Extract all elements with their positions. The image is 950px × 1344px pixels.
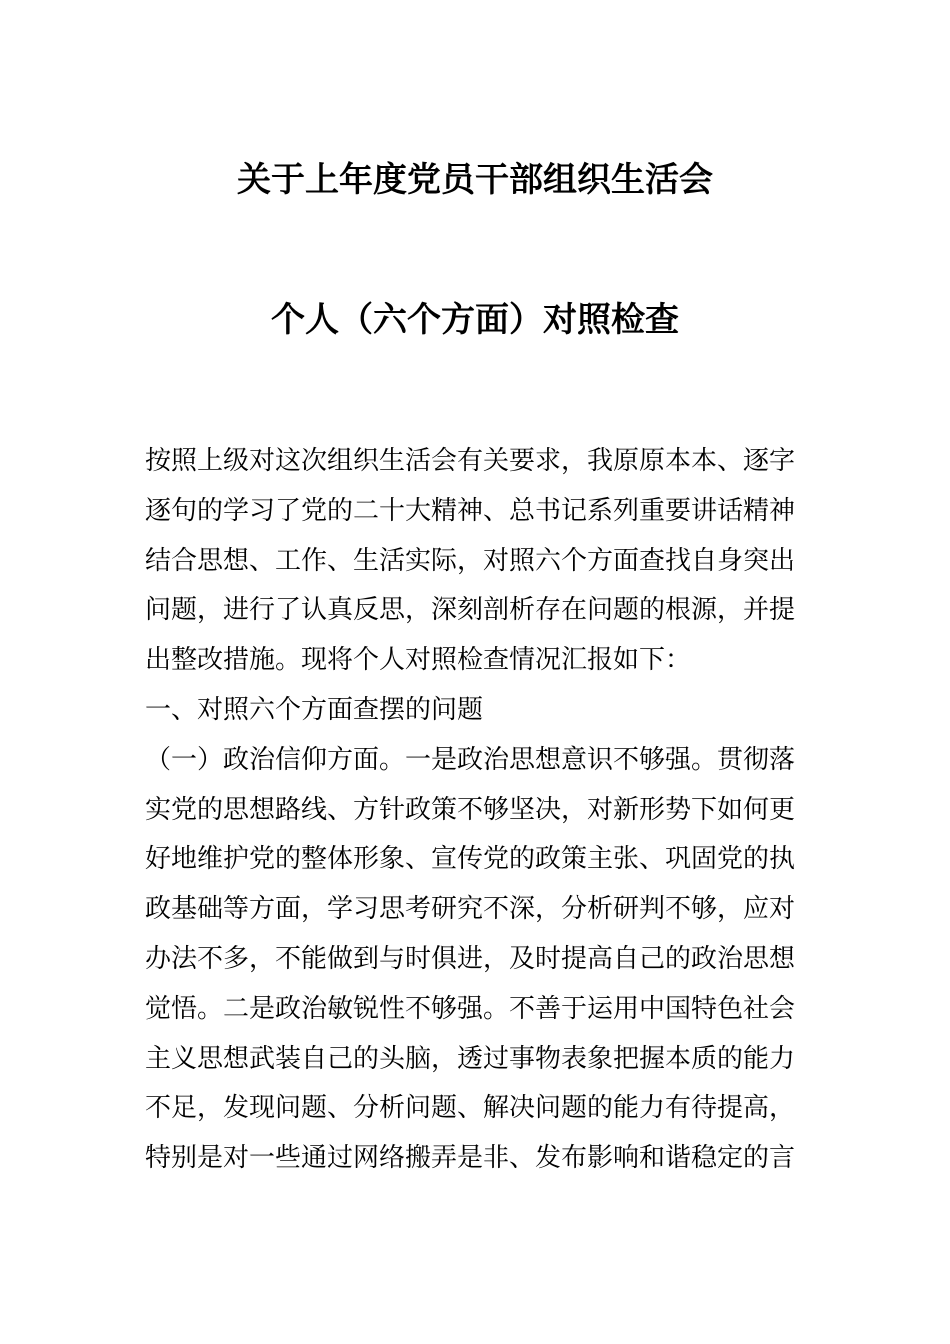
body-line: 好地维护党的整体形象、宣传党的政策主张、巩固党的执 [145, 844, 796, 875]
body-line: 实党的思想路线、方针政策不够坚决，对新形势下如何更 [145, 794, 796, 825]
body-line: 政基础等方面，学习思考研究不深，分析研判不够，应对 [145, 894, 796, 925]
document-title-line-1: 关于上年度党员干部组织生活会 [237, 160, 713, 200]
section-heading: 一、对照六个方面查摆的问题 [145, 694, 484, 725]
body-line: （一）政治信仰方面。一是政治思想意识不够强。贯彻落 [145, 744, 796, 775]
body-line: 出整改措施。现将个人对照检查情况汇报如下： [145, 645, 692, 676]
body-line: 主义思想武装自己的头脑，透过事物表象把握本质的能力 [145, 1043, 796, 1074]
body-line: 特别是对一些通过网络搬弄是非、发布影响和谐稳定的言 [145, 1143, 796, 1174]
body-line: 问题，进行了认真反思，深刻剖析存在问题的根源，并提 [145, 595, 796, 626]
body-line: 按照上级对这次组织生活会有关要求，我原原本本、逐字 [145, 446, 796, 476]
document-title-line-2: 个人（六个方面）对照检查 [271, 300, 679, 340]
body-line: 逐句的学习了党的二十大精神、总书记系列重要讲话精神 [145, 495, 796, 526]
document-body [145, 437, 810, 1184]
body-line: 觉悟。二是政治敏锐性不够强。不善于运用中国特色社会 [145, 993, 796, 1024]
body-line: 不足，发现问题、分析问题、解决问题的能力有待提高， [145, 1093, 796, 1124]
body-line: 结合思想、工作、生活实际，对照六个方面查找自身突出 [145, 545, 796, 576]
body-line: 办法不多，不能做到与时俱进，及时提高自己的政治思想 [145, 943, 796, 974]
